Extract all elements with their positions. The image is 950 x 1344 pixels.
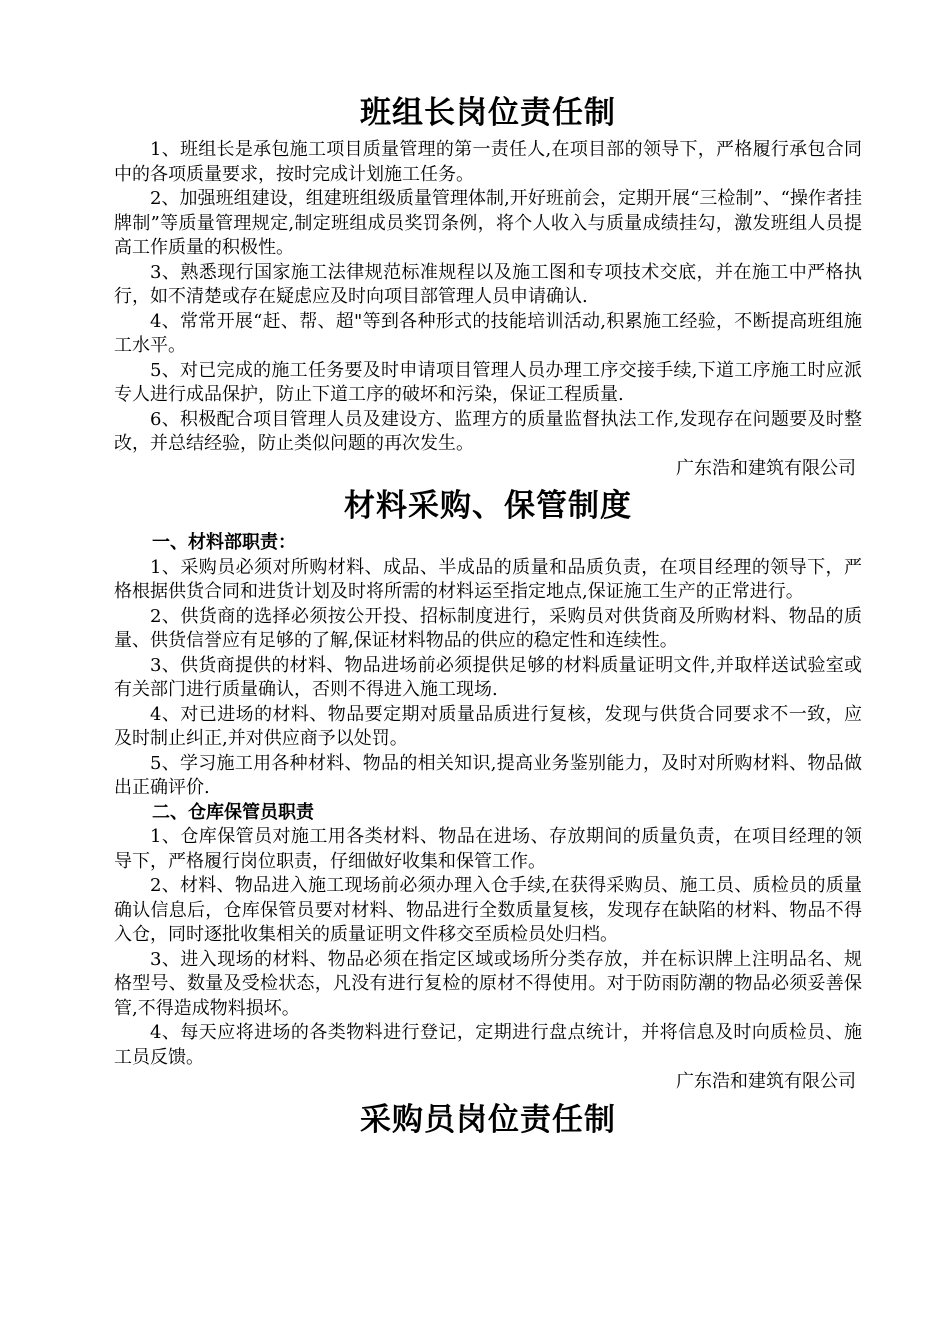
section-purchaser [114, 1095, 862, 1145]
paragraph: 4、每天应将进场的各类物料进行登记，定期进行盘点统计，并将信息及时向质检员、施工员反馈。 [114, 1022, 862, 1068]
paragraph: 5、学习施工用各种材料、物品的相关知识,提高业务鉴别能力，及时对所购材料、物品做出正确评价. [114, 752, 862, 798]
paragraph: 2、加强班组建设，组建班组级质量管理体制,开好班前会，定期开展“三检制”、“操作者挂牌制”等质量管理规定,制定班组成员奖罚条例，将个人收入与质量成绩挂勾，激发班组人员提高工作质量的积极性。 [114, 188, 862, 258]
paragraph: 3、进入现场的材料、物品必须在指定区域或场所分类存放，并在标识牌上注明品名、规格型号、数量及受检状态，凡没有进行复检的原材不得使用。对于防雨防潮的物品必须妥善保管,不得造成物料损坏。 [114, 948, 862, 1019]
paragraph: 1、采购员必须对所购材料、成品、半成品的质量和品质负责，在项目经理的领导下，严格根据供货合同和进货计划及时将所需的材料运至指定地点,保证施工生产的正常进行。 [114, 556, 862, 602]
paragraph: 4、常常开展“赶、帮、超"等到各种形式的技能培训活动,积累施工经验，不断提高班组施工水平。 [114, 310, 862, 356]
section-title: 班组长岗位责任制 [360, 95, 616, 131]
paragraph: 4、对已进场的材料、物品要定期对质量品质进行复核，发现与供货合同要求不一致，应及时制止纠正,并对供应商予以处罚。 [114, 703, 862, 749]
section-material-procurement [114, 481, 862, 1095]
company-signature: 广东浩和建筑有限公司 [676, 1071, 856, 1092]
subsection-heading: 二、仓库保管员职责 [152, 801, 314, 823]
section-title: 材料采购、保管制度 [344, 488, 632, 524]
paragraph: 1、仓库保管员对施工用各类材料、物品在进场、存放期间的质量负责，在项目经理的领导下，严格履行岗位职责，仔细做好收集和保管工作。 [114, 826, 862, 872]
paragraph: 2、材料、物品进入施工现场前必须办理入仓手续,在获得采购员、施工员、质检员的质量确认信息后，仓库保管员要对材料、物品进行全数质量复核，发现存在缺陷的材料、物品不得入仓，同时逐批收集相关的质量证明文件移交至质检员处归档。 [114, 875, 862, 945]
paragraph: 1、班组长是承包施工项目质量管理的第一责任人,在项目部的领导下，严格履行承包合同中的各项质量要求，按时完成计划施工任务。 [114, 139, 862, 185]
paragraph: 2、供货商的选择必须按公开投、招标制度进行，采购员对供货商及所购材料、物品的质量、供货信誉应有足够的了解,保证材料物品的供应的稳定性和连续性。 [114, 605, 862, 651]
paragraph: 3、熟悉现行国家施工法律规范标准规程以及施工图和专项技术交底，并在施工中严格执行，如不清楚或存在疑虑应及时向项目部管理人员申请确认. [114, 261, 862, 307]
document-page [114, 88, 862, 1145]
paragraph: 3、供货商提供的材料、物品进场前必须提供足够的材料质量证明文件,并取样送试验室或有关部门进行质量确认，否则不得进入施工现场. [114, 654, 862, 700]
subsection-heading: 一、材料部职责： [152, 532, 296, 553]
paragraph: 5、对已完成的施工任务要及时申请项目管理人员办理工序交接手续,下道工序施工时应派专人进行成品保护，防止下道工序的破坏和污染，保证工程质量. [114, 359, 862, 405]
section-title: 采购员岗位责任制 [360, 1101, 616, 1138]
section-team-leader [114, 88, 862, 481]
company-signature: 广东浩和建筑有限公司 [676, 457, 856, 479]
paragraph: 6、积极配合项目管理人员及建设方、监理方的质量监督执法工作,发现存在问题要及时整改，并总结经验，防止类似问题的再次发生。 [114, 408, 862, 454]
